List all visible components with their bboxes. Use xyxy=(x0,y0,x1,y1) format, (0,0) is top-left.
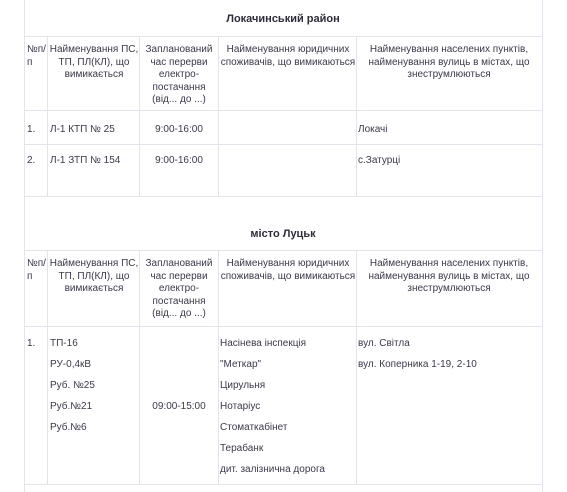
divider xyxy=(24,326,542,327)
header-num: №п/п xyxy=(27,44,46,68)
section-title: місто Луцьк xyxy=(250,228,316,240)
section-title: Локачинський район xyxy=(226,13,340,25)
divider xyxy=(24,36,542,37)
divider xyxy=(24,144,542,145)
row-ps: РУ-0,4кВ xyxy=(50,359,92,370)
divider xyxy=(24,110,542,111)
row-legal: дит. залізнична дорога xyxy=(220,464,325,475)
column-line xyxy=(139,250,140,484)
row-ps: Руб. №25 xyxy=(50,380,95,391)
row-num: 2. xyxy=(27,155,36,166)
row-ps: Л-1 ЗТП № 154 xyxy=(50,155,121,166)
header-num: №п/п xyxy=(27,258,46,282)
column-line xyxy=(356,36,357,196)
column-line xyxy=(47,36,48,196)
row-num: 1. xyxy=(27,338,36,349)
column-line xyxy=(218,250,219,484)
row-settlement: вул. Світла xyxy=(358,338,410,349)
row-ps: Л-1 КТП № 25 xyxy=(50,124,115,135)
divider xyxy=(24,196,542,197)
row-time: 9:00-16:00 xyxy=(155,124,203,135)
header-legal: Найменування юридичних споживачів, що вимикаються xyxy=(220,44,356,68)
header-settlements: Найменування населених пунктів, найменування вулиць в містах, що знеструмлюються xyxy=(368,258,530,294)
column-line xyxy=(356,250,357,484)
row-ps: ТП-16 xyxy=(50,338,78,349)
row-settlement: Локачі xyxy=(358,124,388,135)
row-legal: Цирульня xyxy=(220,380,266,391)
header-legal: Найменування юридичних споживачів, що вимикаються xyxy=(220,258,356,282)
column-line xyxy=(218,36,219,196)
header-settlements: Найменування населених пунктів, найменування вулиць в містах, що знеструмлюються xyxy=(368,44,530,80)
row-time: 09:00-15:00 xyxy=(152,401,206,412)
header-ps: Найменування ПС, ТП, ПЛ(КЛ), що вимикається xyxy=(49,44,139,80)
row-num: 1. xyxy=(27,124,36,135)
row-settlement: с.Затурці xyxy=(358,155,401,166)
row-legal: Насінева інспекція xyxy=(220,338,307,349)
divider xyxy=(24,250,542,251)
row-legal: Терабанк xyxy=(220,443,264,454)
column-line xyxy=(139,36,140,196)
row-time: 9:00-16:00 xyxy=(155,155,203,166)
row-settlement: вул. Коперника 1-19, 2-10 xyxy=(358,359,477,370)
row-ps: Руб.№21 xyxy=(50,401,93,412)
divider xyxy=(24,484,542,485)
header-ps: Найменування ПС, ТП, ПЛ(КЛ), що вимикається xyxy=(49,258,139,294)
row-legal: Стоматкабінет xyxy=(220,422,288,433)
header-time: Запланований час перерви електро-постачання (від... до ...) xyxy=(145,258,213,319)
row-legal: Нотаріус xyxy=(220,401,261,412)
row-ps: Руб.№6 xyxy=(50,422,87,433)
column-line xyxy=(47,250,48,484)
header-time: Запланований час перерви електро-постачання (від... до ...) xyxy=(145,44,213,105)
row-legal: "Меткар" xyxy=(220,359,262,370)
